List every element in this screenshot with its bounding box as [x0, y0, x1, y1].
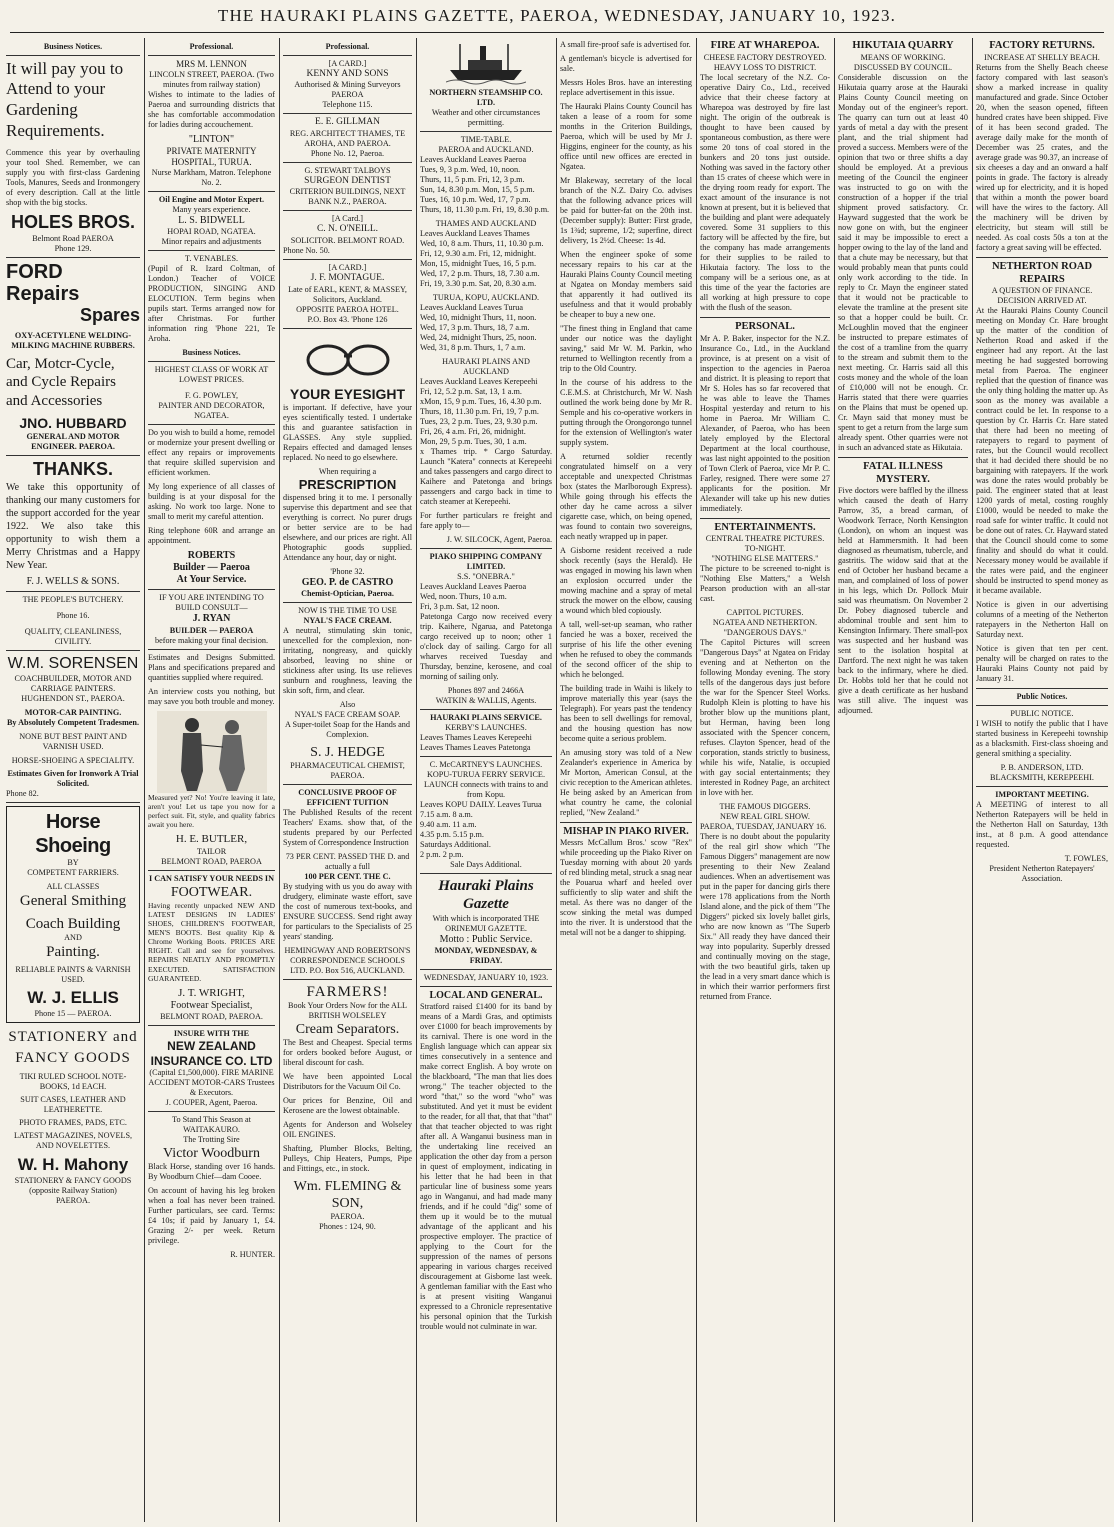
fire-body: The local secretary of the N.Z. Co-operative Dairy Co., Ltd., received advice that their cheese factory at Wharepoa was destroyed by fire last night. The origin of the outbreak is thought to have been caused by spontaneous combustion, as there were some 20 tons of coal stored in the bunkers and 20 tons just outside. Nothing was saved in the factory other than 15 crates of cheese which were in the drying room ready for export. The exact amount of the insurance is not known at present, but it is believed that the building and plant were adequately covered. Some 31 suppliers to this factory will be affected by the fire, but the company has made arrangements for their supplies to be railed to Hikutaia factory. The loss to the company will be a serious one, as at this time of the year the factories are all working at high pressure to cope with the flush of the season.	[700, 72, 830, 312]
farmers-title: FARMERS!	[306, 983, 389, 1000]
gazette-title: Hauraki Plains Gazette	[438, 878, 534, 913]
hedge-name: S. J. HEDGE	[310, 744, 385, 760]
montague-name: J. F. MONTAGUE.	[310, 273, 385, 284]
factory-title: FACTORY RETURNS.	[989, 40, 1095, 51]
footwear-body: Having recently unpacked NEW AND LATEST DESIGNS IN LADIES' SHOES, CHILDREN'S FOOTWEAR, MEN'S BOOTS. Best quality Kip & Chrome Working Boots. PRICES ARE RIGHT. Call and see for yourselves. REPAIRS NEATLY AND PROMPTLY EXECUTED. SATISFACTION GUARANTEED.	[148, 900, 275, 983]
local-general-body: Stratford raised £1400 for its band by means of a Mardi Gras, and optimists over £1000 for beach improvements by its carnival. There is one word in the English language which can appear six times consecutively in a sentence and make correct English. A boy wrote on the blackboard, "The man that lies does wrong." The teacher objected to the word "that," so the word "who" was substituted. And yet it must be evident to the reader, for all that, that that "that" that that teacher objected to was right after all. A Wanganui business man in the undertaking line received an application the other day from a person in quest of employment, indicating in his letter that he had been in that particular line of business some years ago in Wanganui, and had made many friends, and if he could "dig" some of them up it would be to the mutual advantage of the applicant and his prospective employer. The practice of applying to the Court for the suppression of the names of persons appearing in various charges received discouragement at Gisborne last week. A gentleman familiar with the East who is at present visiting Wanganui expressed to a Chronicle representative his personal opinion that the Turkish trouble would not culminate in war.	[420, 1001, 552, 1331]
wright-name: J. T. WRIGHT,	[178, 986, 245, 999]
mahony-opposite: (opposite Railway Station)	[29, 1185, 117, 1195]
tailor-figures-icon	[157, 711, 267, 793]
nz-insurance-body: (Capital £1,500,000). FIRE MARINE ACCIDENT MOTOR-CARS Trustees & Executors.	[148, 1068, 275, 1098]
nz-insurance-title: NEW ZEALAND INSURANCE CO. LTD	[150, 1039, 273, 1068]
personal-title: PERSONAL.	[735, 320, 795, 332]
sale-days: Sale Days Additional.	[450, 860, 522, 869]
agents-body: Agents for Anderson and Wolseley OIL ENGINES.	[283, 1120, 412, 1140]
route2-title: THAMES AND AUCKLAND	[435, 219, 537, 228]
kenny-name: KENNY AND SONS	[306, 68, 389, 79]
column-rule	[556, 38, 557, 1522]
weather-note: Weather and other circumstances permitting.	[431, 108, 541, 127]
linton-title: "LINTON"	[188, 133, 235, 145]
column-3	[283, 40, 412, 1522]
victor-body: Black Horse, standing over 16 hands. By Woodburn Chief—dam Cooee.	[148, 1162, 275, 1182]
benzine-body: Our prices for Benzine, Oil and Kerosene are the lowest obtainable.	[283, 1096, 412, 1116]
launch-rows: Leaves KOPU DAILY. Leaves Turua 7.15 a.m. 8 a.m. 9.40 a.m. 11 a.m. 4.35 p.m. 5.15 p.m. Saturdays Additional. 2 p.m. 2 p.m.	[420, 800, 542, 859]
ngatea-netherton: NGATEA AND NETHERTON.	[712, 618, 818, 628]
mishap-body: Messrs McCallum Bros.' scow "Rex" while proceeding up the Piako River on Tuesday morning with about 20 yards of red blinding metal, struck a snag near the Pouarua wharf and heeled over sufficiently to slip water and shift the metal. As there was no danger of the scow sinking the metal was dumped into the river. It is understood that the metal will not be a danger to shipping.	[560, 838, 692, 938]
ryan-name: J. RYAN	[192, 613, 231, 625]
garden-body: Commence this year by overhauling your tool Shed. Remember, we can supply you with first-class Gardening Tools, Manures, Seeds and Ironmongery of every description. Call at the little shop with the big stocks.	[6, 147, 140, 207]
appointed-body: We have been appointed Local Distributors for the Vacuum Oil Co.	[283, 1072, 412, 1092]
horse-shoeing-title: Horse Shoeing	[35, 810, 111, 857]
gisborne-note: A Gisborne resident received a rude shock recently (says the Herald). He was engaged in mowing his lawn when an explosion occurred under the mowing machine and a spray of metal struck the mower on the elbow, causing a wound which bled copiously.	[560, 546, 692, 615]
coach-building: Coach Building	[25, 915, 121, 932]
route1-rows: Leaves Auckland Leaves Paeroa Tues, 9, 3 p.m. Wed, 10, noon. Thurs, 11, 5 p.m. Fri, 12, 3 p.m. Sun, 14, 8.30 p.m. Mon, 15, 5 p.m. Tues, 16, 10 p.m. Wed, 17, 7 p.m. Thurs, 18, 11.30 p.m. Fri, 19, 8.30 p.m.	[420, 155, 550, 214]
nothing-else-title: "NOTHING ELSE MATTERS."	[711, 554, 819, 564]
bidwell-address: HOPAI ROAD, NGATEA.	[167, 227, 256, 237]
quarry-body: Considerable discussion on the Hikutaia quarry arose at the Hauraki Plains County Council meeting on Monday out of the engineer's report. The quarry can turn out at least 40 yards of metal a day with the present plant, and the trial shipment had proved a success. Members were of the opinion that two or three shifts a day should be employed. At a previous meeting of the Council the engineer was instructed to go on with the construction of a hopper if the trial shipment proved satisfactory. Cr. Hayward suggested that the work be now gone on with, but the engineer said it may be impossible to erect a hopper owing to the lay of the land and that a chute may be necessary, but that would probably mean that punts could only work according to the tide. In reply to Cr. Mayn the engineer stated that it would not be practicable to elevate the tramline at the present site so that a hopper could be built. Cr. McLoughlin moved that the engineer be instructed to prepare estimates of the cost of a tramline from the quarry to the stream and submit them to the next meeting. Cr. Harris said all this costs money and the whole of the loan of £10,000 will not be enough. Cr. Harris stated that there were quarries on the Plains that must be opened up. Cr. Mayn said that money must be spent to get a return from the large sum already spent. Other quarries were not in such an advanced state as Hikutaia.	[838, 72, 968, 452]
bidwell-name: L. S. BIDWELL	[178, 214, 245, 226]
montague-card: [A CARD.]	[328, 263, 367, 273]
sorensen-sub: COACHBUILDER, MOTOR AND CARRIAGE PAINTERS.	[14, 673, 132, 693]
piako-body: Patetonga Cargo now received every trip. Kaihere, Ngarua, and Patetonga cargo received up to noon; other 1 o'clock day of sailing. Cargo for all wharves received Tuesday and Thursday, benzine, kerosene, and coal morning of sailing only.	[420, 612, 552, 681]
when-requiring: When requiring a	[318, 466, 377, 476]
horseshoe-speciality: HORSE-SHOEING A SPECIALITY.	[11, 755, 135, 765]
engineer-note: When the engineer spoke of some necessary repairs to his car at the Hauraki Plains County Council meeting at Ngatea on Monday members said that apparently it had outlived its usefulness and that it would probably be cheaper to buy a new one.	[560, 250, 692, 319]
talboys-name: G. STEWART TALBOYS	[304, 165, 391, 175]
pct-passed-c: 100 PER CENT. THE C.	[304, 871, 391, 881]
venables-body: (Pupil of R. Izard Coltman, of London.) Teacher of VOICE PRODUCTION, SINGING AND ELOCUTION. Term begins when pupils start. Terms arranged now for after Christmas. For further information ring 'Phone 221, Te Aroha.	[148, 264, 275, 344]
talboys-sub: SURGEON DENTIST	[304, 175, 391, 186]
course-note: In the course of his address to the C.E.M.S. at Christchurch, Mr W. Nash outlined the work being done by Mr R. Semple and his co-operative workers in putting through the Orongorongo tunnel for the extension of Wellington's water supply system.	[560, 378, 692, 447]
route4-rows: Leaves Auckland Leaves Kerepeehi Fri, 12, 5.2 p.m. Sat, 13, 1 a.m. xMon, 15, 9 p.m. Tues, 16, 4.30 p.m. Thurs, 18, 11.30 p.m. Fri, 19, 7 p.m. Tues, 23, 2 p.m. Tues, 23, 9.30 p.m. Fri, 26, 4 a.m. Fri, 26, midnight. Mon, 29, 5 p.m. Tues, 30, 1 a.m.	[420, 377, 542, 446]
oil-years: Many years experience.	[172, 204, 251, 214]
public-notice-body: I WISH to notify the public that I have started business in Kerepeehi township as a blacksmith. First-class shoeing and general smithing a speciality.	[976, 719, 1108, 759]
experience-body: My long experience of all classes of building is at your disposal for the asking. No work too large. None to small to merit my careful attention.	[148, 481, 275, 521]
mishap-title: MISHAP IN PIAKO RIVER.	[563, 826, 689, 837]
fleming-phone: Phones : 124, 90.	[319, 1222, 376, 1232]
general-smithing: General Smithing	[19, 893, 127, 910]
watkin-agents: WATKIN & WALLIS, Agents.	[435, 696, 537, 705]
gillman-name: E. E. GILLMAN	[315, 117, 380, 128]
section-header: Business Notices.	[43, 42, 103, 51]
cream-separators: Cream Separators.	[295, 1022, 400, 1038]
spectacles-illustration	[283, 332, 412, 386]
fleming-address: PAEROA.	[330, 1212, 365, 1222]
gazette-days: MONDAY, WEDNESDAY, & FRIDAY.	[434, 945, 538, 965]
painting-label: Painting.	[46, 943, 100, 960]
competent-tradesmen: By Absolutely Competent Tradesmen.	[6, 717, 140, 727]
column-8	[976, 40, 1108, 1522]
column-7	[838, 40, 968, 1522]
factory-increase: INCREASE AT SHELLY BEACH.	[984, 52, 1100, 62]
lennon-body: Wishes to intimate to the ladies of Paeroa and surrounding districts that she has comfortable accommodation for ladies during accouchement.	[148, 89, 275, 129]
reliable-paints: RELIABLE PAINTS & VARNISH USED.	[15, 965, 131, 985]
mahony-town: PAEROA.	[55, 1195, 91, 1205]
oneill-phone: Phone No. 50.	[283, 246, 330, 256]
column-rule	[696, 38, 697, 1522]
garden-headline: It will pay you to Attend to your Gardening Requirements.	[6, 58, 124, 140]
latest-magazines: LATEST MAGAZINES, NOVELS, AND NOVELETTES.	[13, 1130, 133, 1150]
nyal-cream: NYAL'S FACE CREAM.	[303, 615, 392, 625]
hubbard-sub: GENERAL AND MOTOR ENGINEER. PAEROA.	[26, 431, 120, 451]
column-rule	[834, 38, 835, 1522]
piako-rows: Leaves Auckland Leaves Paeroa Wed, noon. Thurs, 10 a.m. Fri, 3 p.m. Sat, 12 noon.	[420, 582, 527, 611]
photo-frames: PHOTO FRAMES, PADS, ETC.	[19, 1117, 127, 1127]
quarry-discussed: DISCUSSED BY COUNCIL.	[853, 62, 953, 72]
gillman-sub: REG. ARCHITECT THAMES, TE AROHA, AND PAEROA.	[289, 128, 406, 148]
hubbard-title: JNO. HUBBARD	[19, 414, 127, 431]
prescription-title: PRESCRIPTION	[298, 476, 397, 492]
ford-spares: Spares	[79, 304, 140, 325]
route1-title: PAEROA and AUCKLAND.	[438, 145, 534, 154]
montague-phone: P.O. Box 43. 'Phone 126	[307, 314, 388, 324]
ford-repairs: FORD Repairs	[6, 260, 80, 305]
ryan-sub: BUILDER — PAEROA	[169, 625, 254, 635]
route2-rows: Leaves Auckland Leaves Thames Wed, 10, 8 a.m. Thurs, 11, 10.30 p.m. Fri, 12, 9.30 a.m. Fri, 12, midnight. Mon, 15, midnight Tues, 16, 5 p.m. Wed, 17, 2 p.m. Thurs, 18, 7.30 a.m. Fri, 19, 3.30 p.m. Sat, 20, 8.30 a.m.	[420, 229, 544, 288]
now-is-time: NOW IS THE TIME TO USE	[298, 605, 397, 615]
column-rule	[416, 38, 417, 1522]
column-4	[420, 40, 552, 1522]
butler-address: BELMONT ROAD, PAEROA	[161, 856, 262, 866]
steamship-illustration	[420, 40, 552, 88]
column-6	[700, 40, 830, 1522]
sorensen-title: W.M. SORENSEN	[7, 655, 139, 673]
capitol-pictures: CAPITOL PICTURES.	[726, 608, 804, 618]
cheese-destroyed: CHEESE FACTORY DESTROYED.	[703, 52, 827, 62]
and-label: AND	[64, 932, 82, 942]
hauraki-service: HAURAKI PLAINS SERVICE.	[430, 713, 542, 722]
conclusive-proof: CONCLUSIVE PROOF OF EFFICIENT TUITION	[298, 787, 397, 807]
nyal-body: A neutral, stimulating skin tonic, unexcelled for the complexion, non-irritating, nongreasy, and quickly absorbed, leaving no shine or stickiness after using. Its use relieves sunburn and roughness, leaving the skin soft, firm, and clear.	[283, 625, 412, 695]
victor-woodburn: Victor Woodburn	[163, 1146, 260, 1162]
castro-sub: Chemist-Optician, Paeroa.	[301, 588, 394, 598]
netherton-notice: Notice is given in our advertising columns of a meeting of the Netherton ratepayers in the Netherton Hall on Saturday next.	[976, 600, 1108, 640]
tonight: TO-NIGHT.	[744, 544, 786, 554]
netherton-body: At the Hauraki Plains County Council meeting on Monday Cr. Hare brought up the matter of the condition of Netherton Road and asked if the engineer had any report. At the last meeting he had suggested borrowing metal from Paeroa. The engineer replied that the question of finance was the only thing holding the matter up. As soon as the money was available a contract could be let. In response to a question by Cr. Harris Cr. Hare stated that there had been no meeting of ratepayers to regard to payment of rates, but the Council would recollect that it had decided there should be no bargaining with ratepayers. If the work was done the rates would probably be paid. The engineer stated that at least 1200 yards of metal, costing roughly £1000, would be needed to make the road safe for winter traffic. It could not be done out of rates. Cr. Hayward stated that the Council should come to some finality and should do what it could. Necessary money would be available if the rates were paid, and the engineer should be instructed to spend money as it became available.	[976, 306, 1108, 596]
roberts-service: At Your Service.	[176, 574, 247, 586]
stationery-title: STATIONERY and FANCY GOODS	[8, 1028, 138, 1066]
quarry-means: MEANS OF WORKING.	[860, 52, 946, 62]
mahony-title: W. H. Mahony	[17, 1154, 129, 1174]
onebra-ship: S.S. "ONEBRA."	[457, 572, 515, 581]
factory-body: Returns from the Shelly Beach cheese factory compared with last season's show a marked increase in quality manufactured and grade. Since October 20, when the season opened, fifteen hundred crates have been shipped. Five of it has been second graded. The average daily make for the month of December was 25 crates, and the average grade was 90.37, an increase of six cheeses a day and an onward a half points in grade. The factory is already wired up for electricity, and it is hoped that within a month the power board will have the wires to the factory. All the machinery will be driven by electricity, but steam will still be needed. As coal costs 50s a ton at the factory a great saving will be effected.	[976, 62, 1108, 252]
tiki-notebooks: TIKI RULED SCHOOL NOTE-BOOKS, 1d EACH.	[19, 1071, 127, 1091]
hunter-name: R. HUNTER.	[230, 1250, 275, 1260]
building-note: The building trade in Waihi is likely to improve materially this year (says the Telegraph). For years past the tendency has been to sell dwellings for removal, and the housing question has now become quite a serious problem.	[560, 684, 692, 743]
ring-body: Ring telephone 60R and arrange an appointment.	[148, 525, 275, 545]
eyesight-body: is important. If defective, have your eyes scientifically tested. I undertake this and guarantee satisfaction in GLASSES. Any style supplied. Repairs effected and damaged lenses replaced. No need to go elsewhere.	[283, 402, 412, 462]
kerbys-rows: Leaves Thames Leaves Kerepeehi Leaves Thames Leaves Patetonga	[420, 733, 532, 752]
bidwell-minor: Minor repairs and adjustments	[161, 237, 262, 247]
shafting-body: Shafting, Plumber Blocks, Belting, Pulleys, Chip Heaters, Pumps, Pipe and Fittings, etc., in stock.	[283, 1144, 412, 1174]
gillman-phone: Phone No. 12, Paeroa.	[310, 148, 385, 158]
section-header: Business Notices.	[182, 348, 241, 358]
highest-class: HIGHEST CLASS OF WORK AT LOWEST PRICES.	[154, 364, 269, 384]
by-label: BY	[67, 858, 79, 868]
quarry-title: HIKUTAIA QUARRY	[852, 40, 954, 51]
diggers-title: THE FAMOUS DIGGERS.	[719, 802, 811, 812]
bicycle-note: A gentleman's bicycle is advertised for sale.	[560, 54, 692, 73]
council-note: The Hauraki Plains County Council has taken a lease of a room for some months in the Criterion Buildings, Paeroa, which will be used by Mr J. Higgins, engineer for the county, as his office until new offices are erected in Ngatea.	[560, 102, 692, 171]
eyesight-title: YOUR EYESIGHT	[289, 385, 406, 402]
suit-cases: SUIT CASES, LEATHER AND LEATHERETTE.	[20, 1094, 126, 1114]
launch-note: LAUNCH connects with trains to and from Kopu.	[424, 780, 548, 799]
farriers: COMPETENT FARRIERS.	[27, 868, 119, 878]
soldier-note: A returned soldier recently congratulated himself on a very acceptable and unexpected Christmas box (states the Marlborough Express). While going through his effects the other day he came across a silver cigarette case, which, on being opened, was found to contain two sovereigns, each neatly wrapped up in paper.	[560, 452, 692, 541]
entertainments-title: ENTERTAINMENTS.	[714, 521, 816, 533]
column-1	[6, 40, 140, 1522]
column-rule	[144, 38, 145, 1522]
timetable-title: TIME-TABLE.	[460, 135, 512, 144]
kenny-card: [A CARD.]	[328, 58, 367, 68]
dangerous-days-title: "DANGEROUS DAYS."	[723, 628, 807, 638]
butchery-phone: Phone 16.	[56, 611, 90, 621]
amusing-note: An amusing story was told of a New Zealander's experience in America by Mr Morton, American Consul, at the civic reception to the American athletes. He being asked by an American from what country he came, the colonial replied, "New Zealand."	[560, 748, 692, 817]
oneill-card: [A Card.]	[332, 214, 363, 224]
route3-title: TURUA, KOPU, AUCKLAND.	[432, 293, 540, 302]
cream-body: The Best and Cheapest. Special terms for orders booked before August, or liberal discount for cash.	[283, 1038, 412, 1068]
montague-address: OPPOSITE PAEROA HOTEL.	[296, 304, 399, 314]
piako-phones: Phones 897 and 2466A	[447, 686, 525, 695]
section-header: Public Notices.	[1016, 692, 1068, 702]
sorensen-phone: Phone 82.	[6, 788, 39, 798]
tuition-body: The Published Results of the recent Teachers' Exams. show that, of the students prepared by our Perfected System of Correspondence Instruction	[283, 807, 412, 847]
central-theatre: CENTRAL THEATRE PICTURES.	[705, 534, 825, 544]
illness-body: Five doctors were baffled by the illness which caused the death of Harry Parrow, 35, a bread carman, of Woodwork Terrace, North Kensington (London), on whom an inquest was held at Hammersmith. It had been diagnosed as rheumatism, tubercle, and gastritis. The widow said that at the end of October her husband became a man, and complained of loss of power in his legs, which Dr. Pollock Muir said was rheumatism. On November 2 Dr. Pobey diagnosed tubercle and abdominal trouble and sent him to Kensington Infirmary. There small-pox was suspected and her husband was sent to the isolation hospital at Dartford. The next night he was taken back to the infirmary, where he died. Dr. Hobbs told her that he could not give a death certificate as her husband was still alive. The inquest was adjourned.	[838, 486, 968, 716]
masthead-rule	[10, 32, 1104, 33]
wright-sub: Footwear Specialist,	[170, 1000, 253, 1012]
wright-address: BELMONT ROAD, PAEROA.	[160, 1012, 263, 1022]
nothing-else-body: The picture to be screened to-night is "Nothing Else Matters," a Welsh Pearson production with an all-star cast.	[700, 564, 830, 604]
seaman-note: A tall, well-set-up seaman, who rather fancied he was a boxer, received the surprise of his life the other evening when he refused to obey the commands of the second officer of the ship to which he belonged.	[560, 620, 692, 679]
finest-note: "The finest thing in England that came under our notice was the daylight saving," said Mr W. M. Parkin, who returned to Wellington recently from a trip to the Old Country.	[560, 324, 692, 373]
estimates-body: Estimates and Designs Submitted. Plans and specifications prepared and quantities supplied where required.	[148, 652, 275, 682]
also-label: Also	[339, 699, 356, 709]
ellis-phone: Phone 15 — PAEROA.	[34, 1008, 112, 1018]
ironwork-estimates: Estimates Given for Ironwork A Trial Solicited.	[7, 768, 139, 788]
column-rule	[279, 38, 280, 1522]
ellis-title: W. J. ELLIS	[27, 988, 119, 1008]
holes-phone: Phone 129.	[54, 243, 92, 253]
nyal-soap: NYAL'S FACE CREAM SOAP.	[294, 709, 401, 719]
holes-address: Belmont Road PAEROA	[32, 233, 114, 243]
fleming-name: Wm. FLEMING & SON,	[293, 1179, 402, 1212]
mccartney-title: C. McCARTNEY'S LAUNCHES. KOPU-TURUA FERRY SERVICE.	[426, 760, 545, 779]
section-header: Professional.	[189, 42, 234, 51]
public-notice-title: PUBLIC NOTICE.	[1010, 709, 1074, 719]
kenny-phone: Telephone 115.	[322, 100, 373, 110]
car-repairs-headline: Car, Motcr-Cycle, and Cycle Repairs and Accessories	[6, 355, 116, 410]
holes-bros-title: HOLES BROS.	[10, 211, 135, 232]
wells-name: F. J. WELLS & SONS.	[26, 575, 120, 587]
prescription-body: dispensed bring it to me. I personally supervise this department and see that everything is correct. No purer drugs or better service are to be had elsewhere, and our prices are right. All Photographic goods supplied. Attendance any hour, day or night.	[283, 492, 412, 562]
tailor-illustration	[148, 711, 275, 793]
fowles-sub: President Netherton Ratepayers' Association.	[989, 864, 1095, 884]
thanks-body: We take this opportunity of thanking our many customers for the support accorded for the year 1922. We also take this opportunity to wish them a Merry Christmas and a Happy New Year.	[6, 481, 140, 571]
gazette-date: WEDNESDAY, JANUARY 10, 1923.	[423, 972, 549, 982]
diggers-body: There is no doubt about the popularity of the real girl show which "The Famous Diggers" management are now presenting to their New Zealand audiences. When an advertisement was put in the paper for dancing girls there were 178 applications from the North Island alone, and the pick of them "The Diggers" picked six lovely ballet girls, who are now known as "The Superb Six." All ready they have danced their way into popularity. Superbly dressed and continually moving on the stage, with the two beautiful girls, taken up the lead in a very smart dance which is in which their warrior performers first returned from France.	[700, 832, 830, 1002]
butchery-title: THE PEOPLE'S BUTCHERY.	[22, 595, 124, 605]
roberts-builder: Builder — Paeroa	[173, 561, 250, 573]
netherton-title: NETHERTON ROAD REPAIRS	[991, 260, 1093, 285]
couper-agent: J. COUPER, Agent, Paeroa.	[165, 1098, 258, 1108]
spectacles-icon	[298, 332, 398, 384]
kenny-sub: Authorised & Mining Surveyors PAEROA	[294, 80, 401, 100]
powley-sub: PAINTER AND DECORATOR, NGATEA.	[158, 400, 265, 420]
venables-name: T. VENABLES.	[184, 254, 239, 264]
satisfy-title: I CAN SATISFY YOUR NEEDS IN	[148, 873, 275, 883]
masthead: THE HAURAKI PLAINS GAZETTE, PAEROA, WEDNESDAY, JANUARY 10, 1923.	[217, 6, 897, 25]
steamship-icon	[446, 40, 526, 86]
gazette-motto: Motto : Public Service.	[439, 933, 533, 945]
dangerous-days-body: The Capitol Pictures will screen "Dangerous Days" at Ngatea on Friday evening and at Netherton on the following Monday evening. The story tells of the dangerous days just before the war for the Spencer Steel Works. Rudolph Klein is plotting to have his brother blow up the munitions plant, but Herman, having been long associated with the Spencer concern, refuses. Clayton Spencer, head of the corporation, stands strictly to business, while his wife, Natalie, is occupied with gay social entertainments; they interested in Rodney Page, an architect in love with her.	[700, 638, 830, 798]
kerbys-title: KERBY'S LAUNCHES.	[445, 723, 527, 732]
fowles-name: T. FOWLES,	[1064, 854, 1108, 864]
linton-nurse: Nurse Markham, Matron. Telephone No. 2.	[151, 167, 272, 187]
roberts-name: ROBERTS	[187, 549, 236, 561]
butler-tailor: TAILOR	[196, 846, 227, 856]
milking-rubbers: MILKING MACHINE RUBBERS.	[11, 340, 135, 350]
netherton-finance: A QUESTION OF FINANCE.	[991, 286, 1093, 296]
meeting-body: A MEETING of interest to all Netherton Ratepayers will be held in the Netherton Hall on Saturday, 13th inst., at 8 p.m. A good attendance requested.	[976, 800, 1108, 850]
soap-body: A Super-toilet Soap for the Hands and Complexion.	[285, 719, 410, 739]
hedge-sub: PHARMACEUTICAL CHEMIST, PAEROA.	[290, 760, 405, 780]
butler-name: H. E. BUTLER,	[175, 833, 248, 846]
talboys-address: CRITERION BUILDINGS, NEXT BANK N.Z., PAEROA.	[289, 187, 406, 207]
route3-rows: Leaves Auckland Leaves Turua Wed, 10, midnight Thurs, 11, noon. Wed, 17, 3 p.m. Thurs, 18, 7 a.m. Wed, 24, midnight Thurs, 25, noon. Wed, 31, 8 p.m. Thurs, 1, 7 a.m.	[420, 303, 537, 352]
anderson-sign: P. B. ANDERSON, LTD. BLACKSMITH, KEREPEEHI.	[990, 763, 1094, 783]
column-2	[148, 40, 275, 1522]
section-header: Professional.	[325, 42, 370, 51]
route4-notes: x Thames trip. * Cargo Saturday. Launch "Katera" connects at Kerepeehi and takes passengers and cargo direct to Kaihere and Patetonga and brings passengers and cargo back in time to catch steamer at Kerepeehi.	[420, 447, 552, 506]
netherton-decision: DECISION ARRIVED AT.	[997, 296, 1087, 306]
oneill-name: C. N. O'NEILL.	[316, 224, 379, 235]
powley-name: F. G. POWLEY,	[184, 390, 239, 400]
tailor-caption: Measured yet? No! You're leaving it late, aren't you! Let us tape you now for a perfect suit. Fit, style, and quality fabrics await you here.	[148, 792, 275, 829]
illness-title: FATAL ILLNESS MYSTERY.	[863, 460, 943, 485]
piako-title: PIAKO SHIPPING COMPANY LIMITED.	[429, 552, 543, 571]
footwear-title: FOOTWEAR.	[170, 884, 253, 900]
castro-name: GEO. P. de CASTRO	[301, 576, 394, 588]
thanks-title: THANKS.	[33, 458, 113, 479]
trotting-sire: The Trotting Sire	[183, 1135, 240, 1145]
penalty-notice: Notice is given that ten per cent. penalty will be charged on rates to the Hauraki Plains County not paid by January 31.	[976, 644, 1108, 684]
hemingway: HEMINGWAY AND ROBERTSON'S CORRESPONDENCE SCHOOLS LTD. P.O. Box 516, AUCKLAND.	[284, 945, 411, 975]
lennon-address: LINCOLN STREET, PAEROA. (Two minutes from railway station)	[149, 69, 274, 89]
best-paint: NONE BUT BEST PAINT AND VARNISH USED.	[19, 731, 127, 751]
oneill-sub: SOLICITOR. BELMONT ROAD.	[290, 236, 405, 246]
silcock-agent: J. W. SILCOCK, Agent, Paeroa.	[446, 535, 552, 544]
important-meeting-title: IMPORTANT MEETING.	[995, 790, 1089, 800]
steamship-title: NORTHERN STEAMSHIP CO. LTD.	[429, 88, 543, 107]
farmers-body: Book Your Orders Now for the ALL BRITISH WOLSELEY	[288, 1001, 407, 1021]
local-general-title: LOCAL AND GENERAL.	[429, 989, 543, 1001]
linton-sub: PRIVATE MATERNITY HOSPITAL, TURUA.	[166, 145, 257, 167]
heavy-loss: HEAVY LOSS TO DISTRICT.	[713, 62, 817, 72]
lennon-name: MRS M. LENNON	[176, 58, 247, 69]
gazette-sub: With which is incorporated THE ORINEMUI GAZETTE.	[432, 913, 540, 933]
fire-title: FIRE AT WHAREPOA.	[710, 40, 820, 51]
interview-body: An interview costs you nothing, but may save you both trouble and money.	[148, 686, 275, 706]
personal-body: Mr A. P. Baker, inspector for the N.Z. Insurance Co., Ltd., in the Auckland province, is at present on a visit of inspection to the agencies in Paeroa and district. It is pleasing to report that Mr S. Holes has so far recovered that he was able to leave the Thames Hospital yesterday and return to his home in Paeroa. Mr William C. Alexander, of Paeroa, who has been lately employed by the Electoral Department at the local courthouse, was last night appointed to the position of Town Clerk of Paeroa, vice Mr P. C. Farley, resigned. There were some 27 applicants for the position. Mr Alexander will take up his new duties immediately.	[700, 333, 830, 513]
stand-season: To Stand This Season at WAITAKAURO.	[172, 1115, 251, 1135]
holes-note: Messrs Holes Bros. have an interesting replace advertisement in this issue.	[560, 78, 692, 97]
safe-note: A small fire-proof safe is advertised for.	[560, 40, 691, 49]
route4-title: HAURAKI PLAINS AND AUCKLAND	[442, 357, 530, 376]
column-rule	[972, 38, 973, 1522]
intending-build: IF YOU ARE INTENDING TO BUILD CONSULT—	[159, 593, 264, 613]
tuition-more: By studying with us you do away with drudgery, eliminate waste effort, save the cost of numerous text-books, and ENSURE SUCCESS. Send right away for particulars to the Specialists of 25 years' standing.	[283, 881, 412, 941]
all-classes: ALL CLASSES	[46, 882, 100, 892]
sorensen-street: HUGHENDON ST., PAEROA.	[21, 693, 125, 703]
oil-engine-title: Oil Engine and Motor Expert.	[158, 194, 265, 204]
mahony-sub: STATIONERY & FANCY GOODS	[14, 1175, 132, 1185]
ryan-final: before making your final decision.	[155, 635, 268, 645]
victor-terms: On account of having his leg broken when a foal has never been trained. Further particulars, see card. Terms: £4 10s; if paid by January 1, £4. Grazing 2/- per week. Return privilege.	[148, 1186, 275, 1246]
house-body: Do you wish to build a home, remodel or modernize your present dwelling or effect any repairs or improvements that require skilled supervision and efficient workmen.	[148, 427, 275, 477]
oxy-welding: OXY-ACETYLENE WELDING-	[14, 330, 132, 340]
girl-show: NEW REAL GIRL SHOW.	[720, 812, 810, 822]
column-5	[560, 40, 692, 1522]
pct-passed-d: 73 PER CENT. PASSED THE D. and actually a full	[285, 851, 410, 871]
montague-sub: Late of EARL, KENT, & MASSEY, Solicitors, Auckland.	[288, 284, 407, 304]
diggers-dateline: PAEROA, TUESDAY, JANUARY 16.	[700, 822, 827, 832]
blakeway-note: Mr Blakeway, secretary of the local branch of the N.Z. Dairy Co. advises that the following advance prices will be paid for butter-fat on the 20th inst. (December supply): Butter: First grade, 1s 1¾d; supreme, 1/2; superfine, direct delivery, 1s 2½d. Cheese: 1s 4d.	[560, 176, 692, 245]
motorcar-painting: MOTOR-CAR PAINTING.	[24, 707, 122, 717]
castro-phone: 'Phone 32.	[330, 566, 365, 576]
butchery-quality: QUALITY, CLEANLINESS, CIVILITY.	[24, 627, 122, 647]
insure-label: INSURE WITH THE	[173, 1029, 250, 1039]
further-note: For further particulars re freight and fare apply to—	[420, 511, 552, 530]
